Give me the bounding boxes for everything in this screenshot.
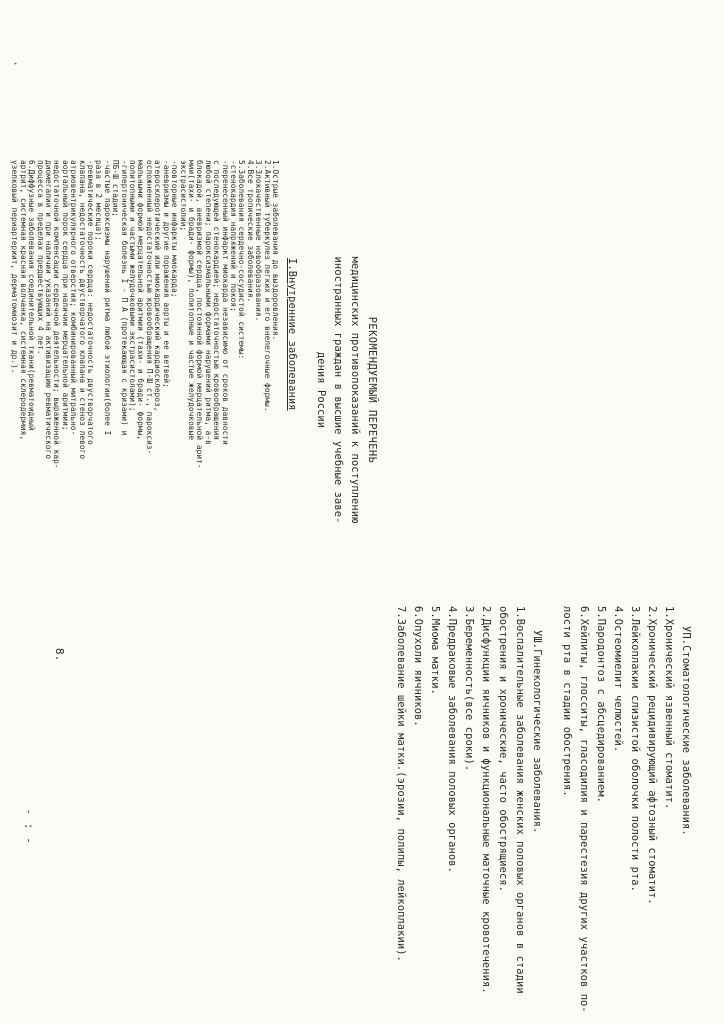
dental-gynecology-column: УП.Стоматологические заболевания. 1.Хронический язвенный стоматит. 2.Хронический рецидивирующий афтозный стоматит. 3.Лейкоплакии слизистой оболочки полости рта. 4.Остеомиелит челюстей. 5.Пародонтоз с абсцедированием. 6.Хейлиты, глосситы, гласодилия и парестезия других участков по- лости рта в стадии обострения. УШ.Гинекологические заболевания. 1.Воспалительные заболевания женских половых органов в стадии обострения и хронические, часто обострящиеся. 2.Дисфункции яичников и функциональные маточные кровотечения. 3.Беременность(все сроки). 4.Предраковые заболевания половых органов. 5.Миома матки. 6.Опухоли яичников. 7.Заболевание шейки матки.(эрозии, полипы, лейкоплакии). (395, 606, 692, 1013)
recommended-list-column: РЕКОМЕНДУЕМЫЙ ПЕРЕЧЕНЬ медицинских противопоказаний к поступлению иностранных граждан в высшие учебные заве- дения России I.Внутренние заболевания (286, 256, 378, 524)
internal-diseases-list: 1.Острые заболевания до выздоровления. 2.Активный туберкулез легких и его внелегочные формы. 3.Злокачественные новообразования. 4.Все тропические заболевания. 5.Заболевания сердечно-сосудистой системы: -стенокардия напряжений и покоя; -перенесенный инфаркт миокарда независимо от сроков давности с последующей стенокардией; недостаточностью кровообращения любой степени; пароксизмальными формами нарушений ритма, а-в блокадой, аневризмой сердца, постоянной формой мерцательной арит- мии(тахи- и бради- формы), политопные и частые желудочковые экстрасистолии; -повторные инфаркты миокарда; -аневризмы и другие поражения аорты и ее ветвей; атеросклеротический или миокардический кардиосклероз, осложненный недостаточностью кровообращения П-Ш ст., пароксиз- мальными формой мерцательной аритмии (тахи- и бради- формы, политопными и частыми желудочковыми экстрасистолами); -гипертоническая болезнь I - П А (протекающая с кризами) и ПБ-Ш стадии; -частые пароксизмы нарушений ритма любой этиологии(более I раза в 2 месяца); -ревматические пороки сердца: недостаточность двустворчатого клапана, недостаточность двустворчатого клапана и стеноз левого атриовентрикулярного отверстия; комбинированный митрально- аортальный порок сердца при наличии мерцательной аритмии; недостаточной компенсации сердечной деятельности; выраженной кар- диомегалии и при наличии указаний на активизацию ревматического процесса в пределах предшествующих 4 лет. 6.Диффузные заболевания соединительной ткани(ревматоидный артрит, системная красная волчанка, системная склеродермия, узелковый периартериит, дерматомиозит и др.). (10, 160, 280, 469)
page-number: 8. (53, 648, 66, 662)
stray-mark: · (8, 60, 22, 68)
corner-mark: - : - (22, 808, 36, 845)
